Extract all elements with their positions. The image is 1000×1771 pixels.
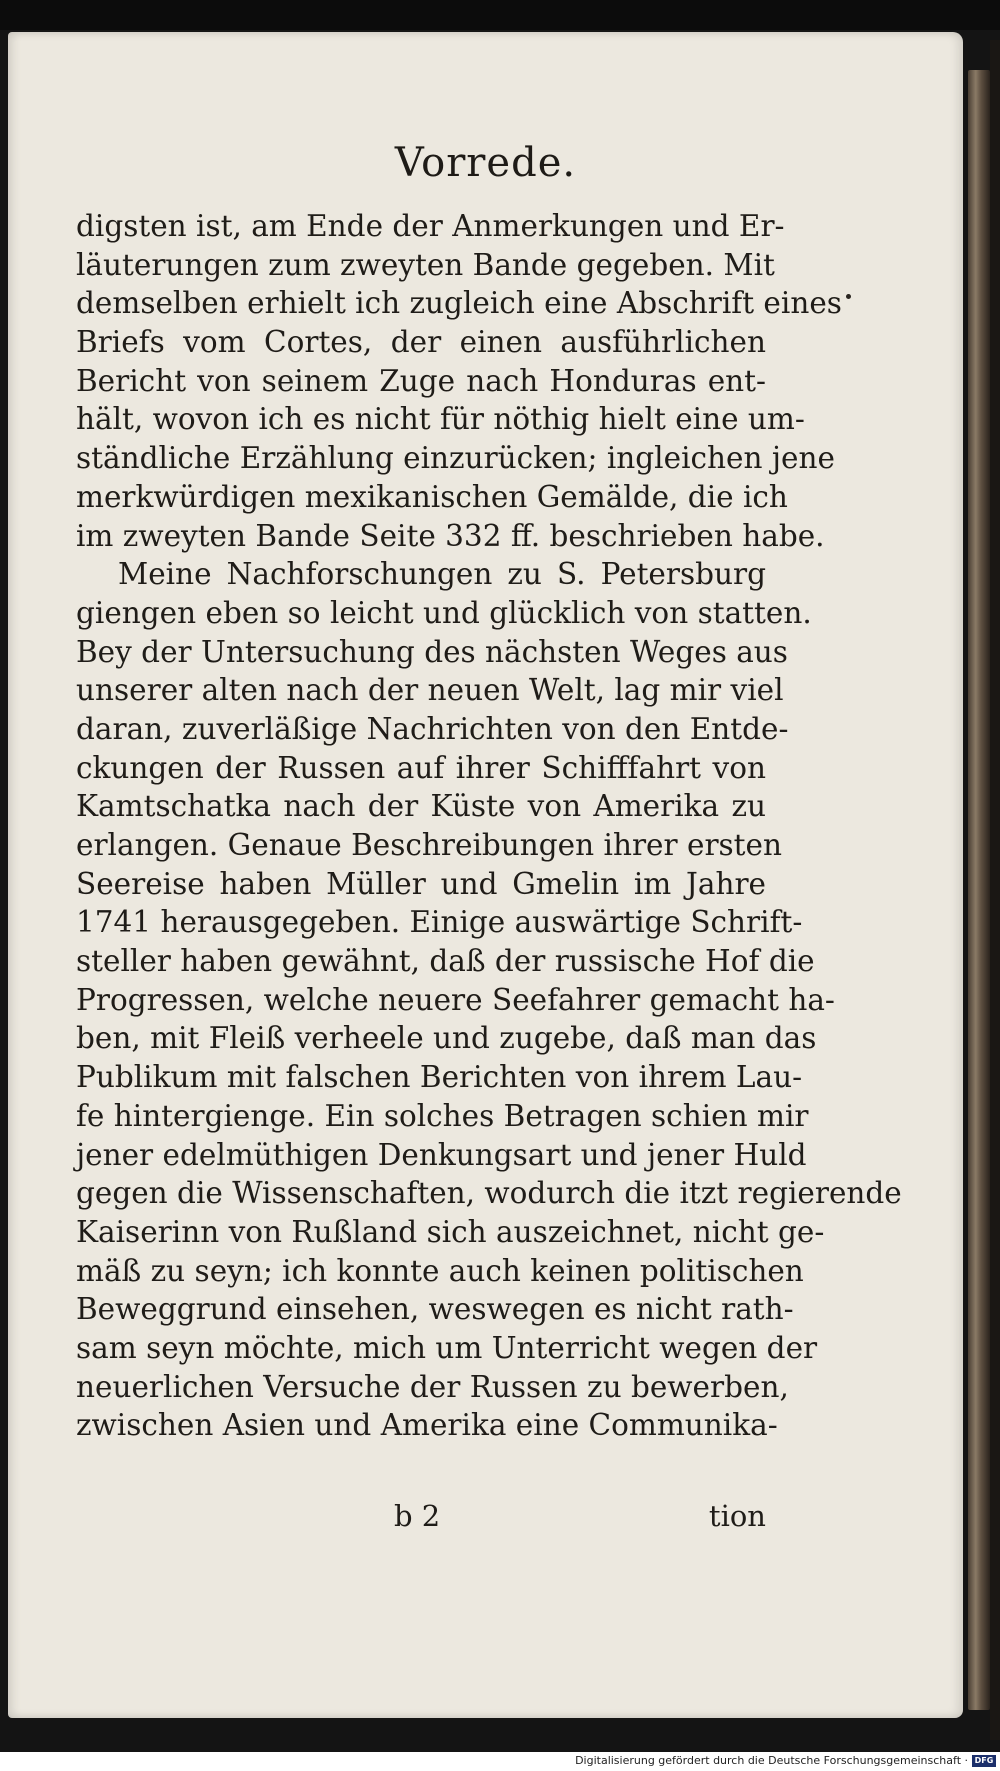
text-line: Kamtschatka nach der Küste von Amerika zu	[76, 789, 766, 824]
text-line: giengen eben so leicht und glücklich von statten.	[76, 595, 812, 630]
book-spine-shadow	[990, 40, 1000, 1740]
page-stack-edge	[968, 70, 990, 1710]
text-line: neuerlichen Versuche der Russen zu bewerben,	[76, 1369, 789, 1404]
body-text	[76, 207, 902, 1445]
text-line: merkwürdigen mexikanischen Gemälde, die ich	[76, 479, 788, 514]
text-line: Publikum mit falschen Berichten von ihrem Lau-	[76, 1060, 803, 1095]
text-line: Bericht von seinem Zuge nach Honduras ent-	[76, 363, 766, 398]
credit-bar	[0, 1752, 1000, 1771]
text-line: demselben erhielt ich zugleich eine Abschrift eines	[76, 286, 842, 321]
text-line: hält, wovon ich es nicht für nöthig hielt eine um-	[76, 402, 805, 437]
dfg-logo-icon: DFG	[972, 1755, 996, 1767]
text-line: ckungen der Russen auf ihrer Schifffahrt von	[76, 750, 766, 785]
ink-speck	[846, 294, 851, 299]
text-line: sam seyn möchte, mich um Unterricht wegen der	[76, 1330, 818, 1365]
scanner-top-band	[0, 0, 1000, 30]
text-line: fe hintergienge. Ein solches Betragen schien mir	[76, 1098, 809, 1133]
text-line: jener edelmüthigen Denkungsart und jener Huld	[76, 1137, 807, 1172]
text-line: Meine Nachforschungen zu S. Petersburg	[118, 557, 766, 592]
text-line: Briefs vom Cortes, der einen ausführlichen	[76, 325, 766, 360]
text-line: unserer alten nach der neuen Welt, lag mir viel	[76, 673, 784, 708]
text-line: ben, mit Fleiß verheele und zugebe, daß man das	[76, 1021, 817, 1056]
text-line: steller haben gewähnt, daß der russische Hof die	[76, 944, 815, 979]
text-line: mäß zu seyn; ich konnte auch keinen politischen	[76, 1253, 804, 1288]
text-line: daran, zuverläßige Nachrichten von den Entde-	[76, 711, 789, 746]
text-line: läuterungen zum zweyten Bande gegeben. Mit	[76, 247, 775, 282]
text-line: Seereise haben Müller und Gmelin im Jahre	[76, 866, 766, 901]
text-line: digsten ist, am Ende der Anmerkungen und Er-	[76, 209, 785, 243]
text-line: Kaiserinn von Rußland sich auszeichnet, nicht ge-	[76, 1214, 825, 1249]
text-line: Beweggrund einsehen, weswegen es nicht rath-	[76, 1292, 794, 1327]
catchword: tion	[708, 1499, 766, 1533]
text-line: im zweyten Bande Seite 332 ff. beschrieben habe.	[76, 518, 825, 553]
text-line: Progressen, welche neuere Seefahrer gemacht ha-	[76, 982, 835, 1017]
text-line: gegen die Wissenschaften, wodurch die itzt regierende	[76, 1176, 902, 1211]
book-page	[8, 32, 963, 1718]
text-line: Bey der Untersuchung des nächsten Weges aus	[76, 634, 788, 669]
signature-mark: b 2	[394, 1499, 441, 1533]
digitization-credit: Digitalisierung gefördert durch die Deutsche Forschungsgemeinschaft ·	[575, 1754, 968, 1767]
page-footer	[76, 1499, 766, 1543]
text-line: ständliche Erzählung einzurücken; ingleichen jene	[76, 441, 835, 476]
text-line: zwischen Asien und Amerika eine Communika-	[76, 1408, 778, 1443]
running-head: Vorrede.	[394, 140, 577, 186]
text-line: 1741 herausgegeben. Einige auswärtige Schrift-	[76, 905, 803, 940]
text-line: erlangen. Genaue Beschreibungen ihrer ersten	[76, 828, 782, 862]
